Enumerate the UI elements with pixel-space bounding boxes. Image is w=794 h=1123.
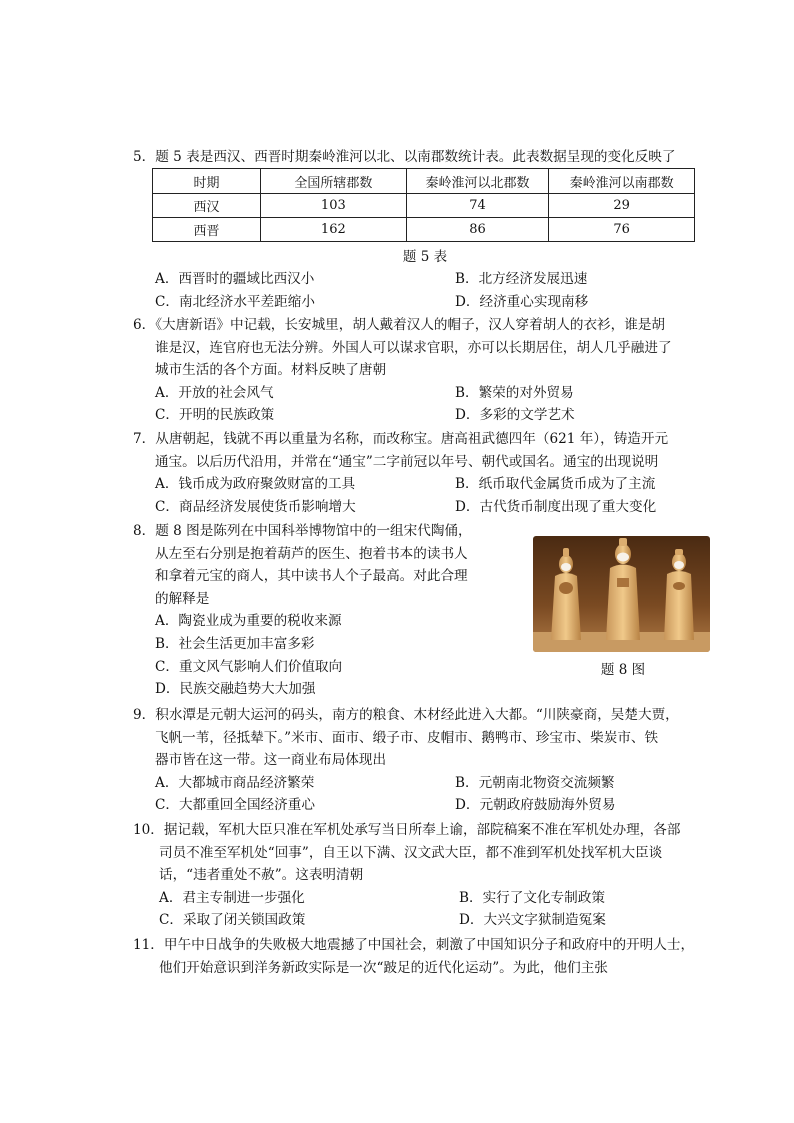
question-7	[133, 428, 723, 518]
question-6	[133, 314, 723, 427]
option-c: C．开明的民族政策	[155, 407, 275, 424]
question-5-stem: 5．题 5 表是西汉、西晋时期秦岭淮河以北、以南郡数统计表。此表数据呈现的变化反映了	[133, 149, 676, 165]
option-c: C．采取了闭关锁国政策	[159, 912, 306, 929]
table-header-cell: 时期	[153, 169, 261, 194]
option-a: A．大都城市商品经济繁荣	[155, 774, 315, 791]
table-cell: 74	[406, 194, 549, 218]
question-stem-line: 话，“违者重处不赦”。这表明清朝	[159, 867, 364, 884]
option-a: A．开放的社会风气	[155, 384, 274, 401]
table-cell: 西汉	[153, 194, 261, 218]
option-c: C．商品经济发展使货币影响增大	[155, 498, 356, 515]
option-b: B．实行了文化专制政策	[459, 889, 605, 906]
table-header-cell: 秦岭淮河以南郡数	[549, 169, 695, 194]
table-cell: 29	[549, 194, 695, 218]
question-9	[133, 704, 723, 817]
question-10	[133, 819, 723, 932]
table-cell: 86	[406, 218, 549, 242]
option-d: D．古代货币制度出现了重大变化	[455, 498, 657, 515]
question-stem-line: 他们开始意识到洋务新政实际是一次“跛足的近代化运动”。为此，他们主张	[159, 959, 608, 976]
option-d: D．经济重心实现南移	[455, 293, 589, 310]
option-d: D．元朝政府鼓励海外贸易	[455, 797, 616, 814]
question-stem-line: 11．甲午中日战争的失败极大地震撼了中国社会，刺激了中国知识分子和政府中的开明人士，	[133, 937, 695, 953]
option-c: C．重文风气影响人们价值取向	[155, 658, 343, 675]
option-a: A．钱币成为政府聚敛财富的工具	[155, 476, 356, 493]
question-5-options	[135, 268, 715, 313]
question-stem-line: 6．《大唐新语》中记载，长安城里，胡人戴着汉人的帽子，汉人穿着胡人的衣衫，谁是胡	[133, 317, 666, 333]
option-a: A．西晋时的疆域比西汉小	[155, 271, 315, 287]
table-cell: 76	[549, 218, 695, 242]
question-stem-line: 城市生活的各个方面。材料反映了唐朝	[155, 362, 387, 379]
option-b: B．社会生活更加丰富多彩	[155, 635, 315, 652]
figure-caption: 题 8 图	[600, 662, 646, 678]
option-c: C．南北经济水平差距缩小	[155, 293, 315, 310]
table-caption: 题 5 表	[402, 249, 448, 265]
question-11	[133, 934, 723, 979]
question-stem-line: 谁是汉，连官府也无法分辨。外国人可以谋求官职，亦可以长期居住，胡人几乎融进了	[155, 339, 672, 356]
table-cell: 162	[260, 218, 406, 242]
option-a: A．陶瓷业成为重要的税收来源	[155, 613, 342, 630]
question-stem-line: 通宝。以后历代沿用，并常在“通宝”二字前冠以年号、朝代或国名。通宝的出现说明	[155, 453, 659, 470]
table-header-cell: 秦岭淮河以北郡数	[406, 169, 549, 194]
question-stem-line: 飞帆一苇，径抵辇下。”米市、面市、缎子市、皮帽市、鹅鸭市、珍宝市、柴炭市、铁	[155, 729, 659, 746]
table-cell: 西晋	[153, 218, 261, 242]
option-a: A．君主专制进一步强化	[159, 889, 305, 906]
option-c: C．大都重回全国经济重心	[155, 797, 315, 814]
question-stem-line: 10．据记载，军机大臣只准在军机处承写当日所奉上谕，部院稿案不准在军机处办理，各部	[133, 822, 681, 838]
question-stem-line: 和拿着元宝的商人，其中读书人个子最高。对此合理	[155, 568, 468, 585]
option-b: B．元朝南北物资交流频繁	[455, 774, 615, 791]
table-cell: 103	[260, 194, 406, 218]
table-row	[153, 218, 695, 242]
option-d: D．民族交融趋势大大加强	[155, 681, 316, 698]
option-b: B．纸币取代金属货币成为了主流	[455, 476, 656, 493]
question-stem-line: 司员不准至军机处“回事”，自王以下满、汉文武大臣，都不准到军机处找军机大臣谈	[159, 844, 663, 861]
figurines-illustration	[533, 536, 710, 652]
option-b: B．繁荣的对外贸易	[455, 384, 574, 401]
table-header-cell: 全国所辖郡数	[260, 169, 406, 194]
table-header-row	[153, 169, 695, 194]
question-stem-line: 的解释是	[155, 590, 210, 607]
question-stem-line: 从左至右分别是抱着葫芦的医生、抱着书本的读书人	[155, 545, 468, 562]
question-5-table	[152, 168, 695, 242]
question-stem-line: 9．积水潭是元朝大运河的码头，南方的粮食、木材经此进入大都。“川陕豪商，吴楚大贾，	[133, 707, 679, 723]
question-8	[133, 520, 513, 701]
figurines-photo	[533, 536, 710, 652]
question-stem-line: 器市皆在这一带。这一商业布局体现出	[155, 752, 387, 769]
question-stem-line: 8．题 8 图是陈列在中国科举博物馆中的一组宋代陶俑，	[133, 523, 472, 539]
option-b: B．北方经济发展迅速	[455, 271, 588, 287]
table-row	[153, 194, 695, 218]
option-d: D．大兴文字狱制造冤案	[459, 912, 606, 929]
question-stem-line: 7．从唐朝起，钱就不再以重量为名称，而改称宝。唐高祖武德四年（621 年），铸造开元	[133, 431, 669, 447]
option-d: D．多彩的文学艺术	[455, 407, 575, 424]
